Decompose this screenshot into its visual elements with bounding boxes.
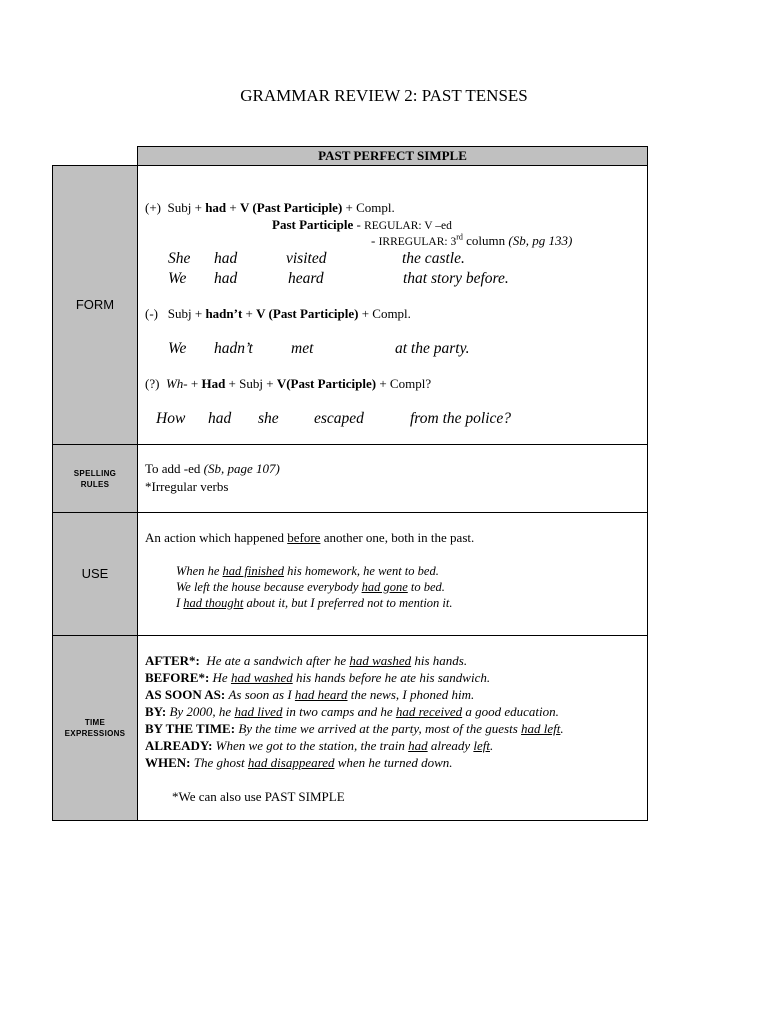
table-header: PAST PERFECT SIMPLE xyxy=(138,147,648,166)
use-ex1-post: his homework, he went to bed. xyxy=(287,564,439,578)
time-by xyxy=(145,704,559,720)
irregular-dash: - xyxy=(371,233,376,248)
example-q-w2: had xyxy=(208,410,232,427)
example-aff1-w3: visited xyxy=(286,250,327,267)
example-neg-w1: We xyxy=(168,340,187,357)
spelling-line1 xyxy=(145,461,280,477)
question-subj: + Subj + xyxy=(228,376,274,391)
time-row xyxy=(53,636,648,821)
use-label: USE xyxy=(81,566,109,581)
question-had: Had xyxy=(201,376,226,391)
already-post: . xyxy=(489,738,494,753)
affirmative-marker: (+) xyxy=(145,200,161,215)
time-content-cell xyxy=(138,636,648,821)
time-label-line2: EXPRESSIONS xyxy=(64,729,126,738)
before-pre: He xyxy=(212,670,228,685)
asap-post: the news, I phoned him. xyxy=(350,687,475,702)
negative-subj: Subj + xyxy=(167,306,203,321)
after-pre: He ate a sandwich after he xyxy=(206,653,347,668)
spelling-line2: *Irregular verbs xyxy=(145,479,229,494)
affirmative-subj: Subj + xyxy=(167,200,202,215)
time-label-line1: TIME xyxy=(84,718,106,727)
when-post: when he turned down. xyxy=(337,755,453,770)
time-asap xyxy=(145,687,474,703)
negative-marker: (-) xyxy=(145,306,158,321)
use-description xyxy=(145,530,474,546)
use-ex2-underlined: had gone xyxy=(361,580,408,594)
already-underlined-2: left xyxy=(473,738,490,753)
example-aff2-w2: had xyxy=(214,270,238,287)
use-ex3-post: about it, but I preferred not to mention it. xyxy=(246,596,453,610)
example-aff1-w1: She xyxy=(168,250,191,267)
by-key: BY: xyxy=(145,704,167,719)
question-wh: Wh- xyxy=(165,376,188,391)
time-after xyxy=(145,653,467,669)
use-ex2-pre: We left the house because everybody xyxy=(176,580,359,594)
use-ex3-underlined: had thought xyxy=(183,596,244,610)
negative-plus: + xyxy=(245,306,253,321)
affirmative-plus: + xyxy=(229,200,237,215)
form-row xyxy=(53,166,648,445)
by-post: a good education. xyxy=(465,704,559,719)
example-neg-w2: hadn’t xyxy=(214,340,253,357)
grammar-table xyxy=(52,146,648,821)
question-verb: V(Past Participle) xyxy=(276,376,377,391)
example-q-w1: How xyxy=(156,410,186,427)
already-underlined-1: had xyxy=(408,738,428,753)
irregular-column: column xyxy=(466,233,506,248)
already-mid: already xyxy=(430,738,471,753)
use-ex3-pre: I xyxy=(176,596,181,610)
use-ex1-pre: When he xyxy=(176,564,220,578)
when-underlined: had disappeared xyxy=(247,755,335,770)
affirmative-had: had xyxy=(205,200,227,215)
affirmative-verb: V (Past Participle) xyxy=(240,200,343,215)
participle-label: Past Participle xyxy=(272,217,354,232)
example-q-w4: escaped xyxy=(314,410,364,427)
after-underlined: had washed xyxy=(349,653,412,668)
use-ex2-post: to bed. xyxy=(410,580,445,594)
use-example-3 xyxy=(176,596,453,611)
example-neg-w3: met xyxy=(291,340,314,357)
bythetime-key: BY THE TIME: xyxy=(145,721,236,736)
use-row xyxy=(53,513,648,636)
question-plus: + xyxy=(190,376,199,391)
participle-regular xyxy=(272,217,452,233)
bythetime-pre: By the time we arrived at the party, most of the guests xyxy=(238,721,518,736)
use-desc-pre: An action which happened xyxy=(145,530,284,545)
use-example-1 xyxy=(176,564,439,579)
negative-structure xyxy=(145,306,411,322)
participle-regular-rule: REGULAR: V –ed xyxy=(364,220,452,232)
asap-pre: As soon as I xyxy=(228,687,292,702)
time-before xyxy=(145,670,490,686)
page-title: GRAMMAR REVIEW 2: PAST TENSES xyxy=(240,86,528,105)
asap-key: AS SOON AS: xyxy=(145,687,226,702)
irregular-rule: IRREGULAR: 3 xyxy=(378,236,457,248)
spelling-label-cell xyxy=(53,445,138,513)
example-aff2-w3: heard xyxy=(288,270,324,287)
after-key: AFTER*: xyxy=(145,653,200,668)
use-desc-underlined: before xyxy=(287,530,321,545)
example-aff1-w2: had xyxy=(214,250,238,267)
use-desc-post: another one, both in the past. xyxy=(323,530,475,545)
example-q-w3: she xyxy=(258,410,279,427)
negative-verb: V (Past Participle) xyxy=(256,306,359,321)
use-example-2 xyxy=(176,580,445,595)
when-pre: The ghost xyxy=(193,755,245,770)
asap-underlined: had heard xyxy=(294,687,348,702)
negative-hadnt: hadn’t xyxy=(205,306,243,321)
spelling-content-cell xyxy=(138,445,648,513)
use-label-cell xyxy=(53,513,138,636)
when-key: WHEN: xyxy=(145,755,191,770)
after-post: his hands. xyxy=(414,653,468,668)
spelling-label-line1: SPELLING xyxy=(73,468,117,478)
time-when xyxy=(145,755,453,771)
already-pre: When we got to the station, the train xyxy=(215,738,405,753)
before-post: his hands before he ate his sandwich. xyxy=(295,670,491,685)
already-key: ALREADY: xyxy=(145,738,213,753)
question-structure xyxy=(145,376,431,392)
use-content-cell xyxy=(138,513,648,636)
use-ex1-underlined: had finished xyxy=(222,564,284,578)
form-label-cell xyxy=(53,166,138,445)
affirmative-structure xyxy=(145,200,395,216)
bythetime-underlined: had left xyxy=(521,721,561,736)
example-aff2-w1: We xyxy=(168,270,187,287)
participle-irregular xyxy=(371,233,572,249)
time-label-cell xyxy=(53,636,138,821)
time-note: *We can also use PAST SIMPLE xyxy=(172,789,345,804)
by-pre: By 2000, he xyxy=(169,704,232,719)
example-q-w5: from the police? xyxy=(410,410,512,427)
time-already xyxy=(145,738,493,754)
spelling-ref: (Sb, page 107) xyxy=(203,461,280,476)
form-content-cell xyxy=(138,166,648,445)
before-key: BEFORE*: xyxy=(145,670,210,685)
example-aff2-w4: that story before. xyxy=(403,270,509,287)
example-neg-w4: at the party. xyxy=(395,340,470,357)
spelling-row xyxy=(53,445,648,513)
by-mid: in two camps and he xyxy=(285,704,393,719)
negative-compl: + Compl. xyxy=(361,306,411,321)
irregular-ref: (Sb, pg 133) xyxy=(508,233,573,248)
time-bythetime xyxy=(145,721,564,737)
affirmative-compl: + Compl. xyxy=(345,200,395,215)
before-underlined: had washed xyxy=(230,670,293,685)
table-header-row xyxy=(53,147,648,166)
question-marker: (?) xyxy=(145,376,160,391)
by-underlined-1: had lived xyxy=(234,704,283,719)
regular-dash: - xyxy=(356,217,361,232)
question-compl: + Compl? xyxy=(379,376,432,391)
irregular-sup: rd xyxy=(456,232,463,242)
spelling-rule: To add -ed xyxy=(145,461,201,476)
example-aff1-w4: the castle. xyxy=(402,250,465,267)
form-label: FORM xyxy=(75,297,115,312)
header-spacer xyxy=(53,147,138,166)
spelling-label-line2: RULES xyxy=(80,479,110,489)
by-underlined-2: had received xyxy=(395,704,463,719)
bythetime-post: . xyxy=(560,721,564,736)
